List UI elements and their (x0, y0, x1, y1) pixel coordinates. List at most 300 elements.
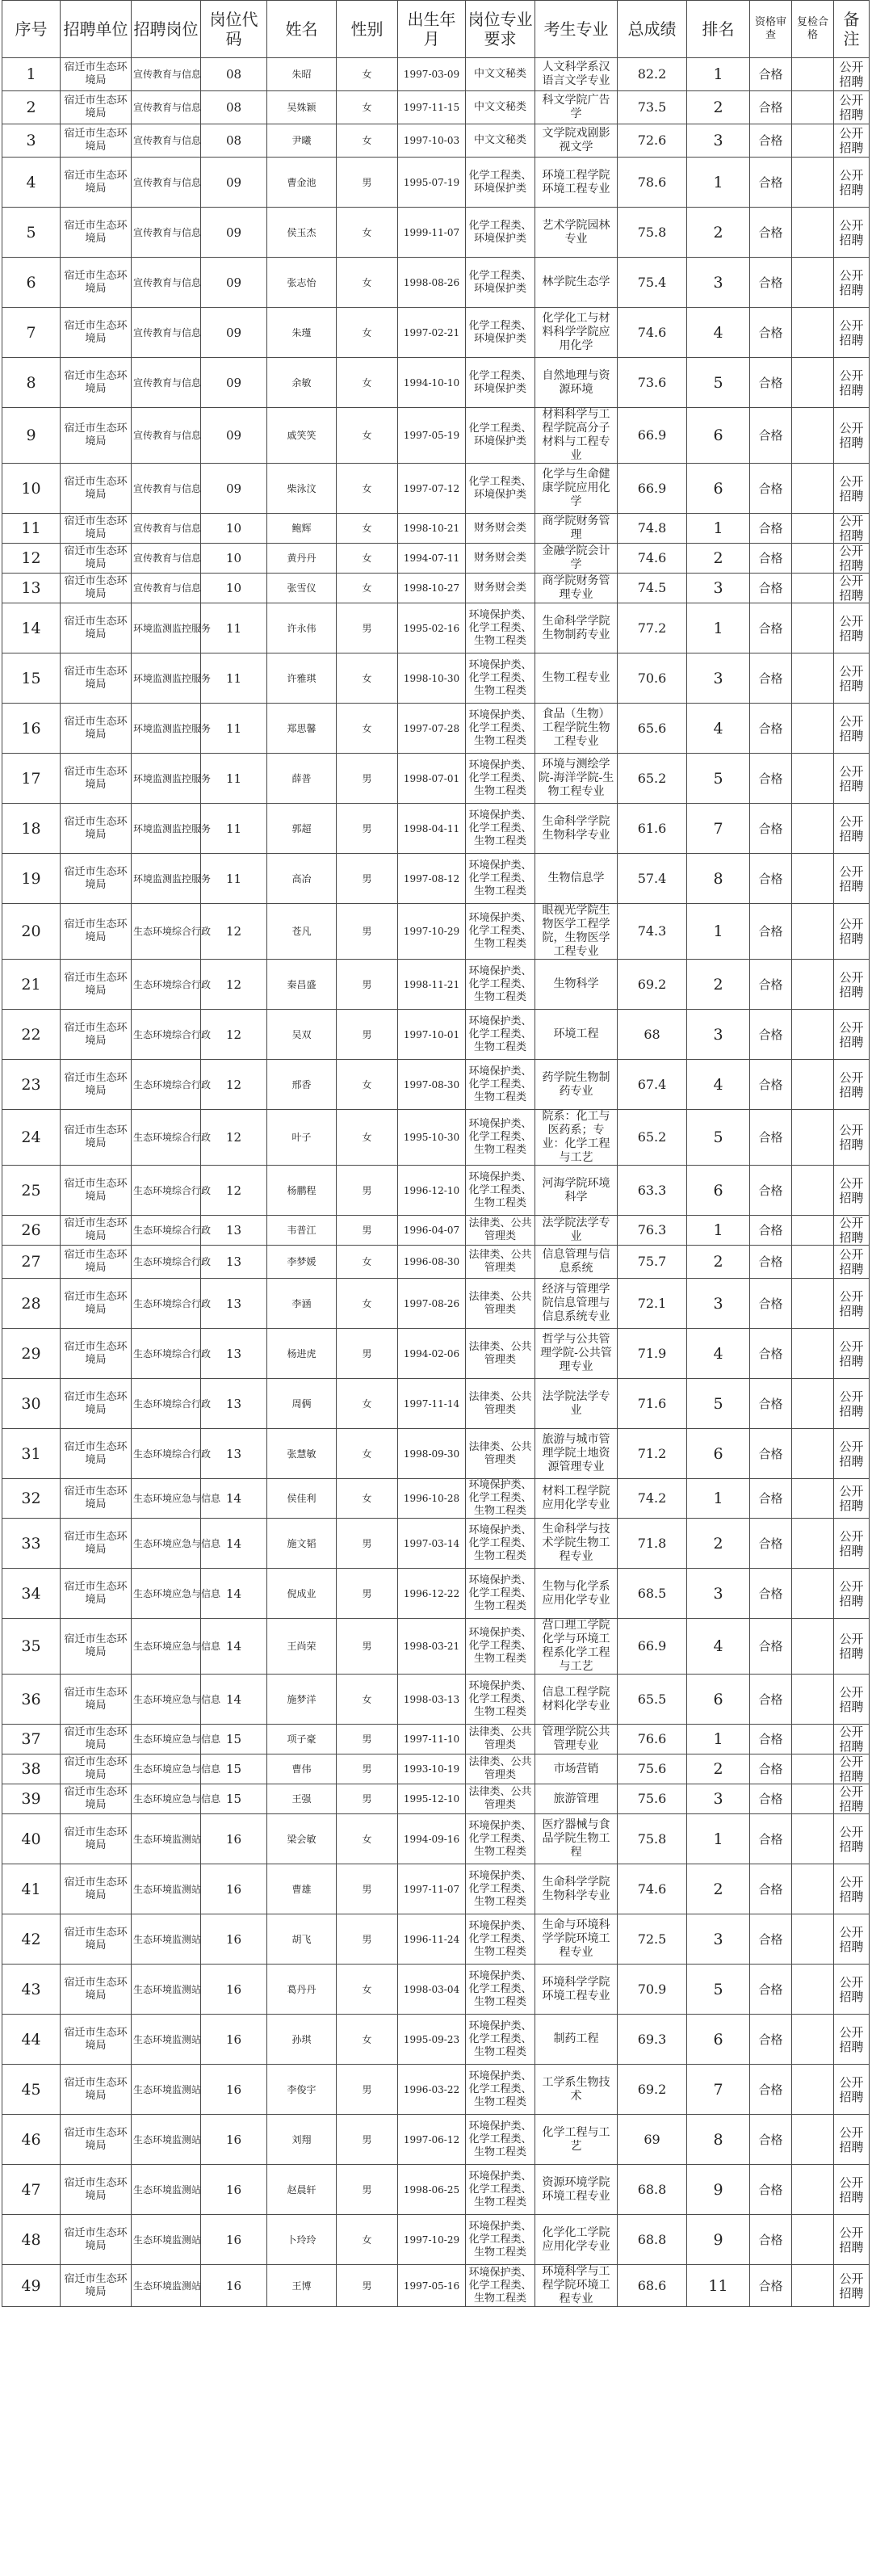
table-cell: 18 (2, 804, 61, 854)
table-cell: 9 (2, 408, 61, 464)
table-cell: 生态环境综合行政 (132, 1379, 201, 1429)
table-cell: 78.6 (618, 158, 687, 208)
table-row (2, 1914, 870, 1965)
table-cell: 1998-10-21 (398, 514, 466, 544)
table-cell: 曹金池 (267, 158, 337, 208)
table-cell: 环境保护类、化学工程类、生物工程类 (466, 1814, 535, 1864)
table-cell: 男 (337, 1784, 398, 1814)
table-cell: 公开招聘 (834, 1864, 870, 1914)
table-cell: 9 (687, 2215, 750, 2265)
table-cell: 孙琪 (267, 2015, 337, 2065)
table-row (2, 804, 870, 854)
table-cell: 1 (687, 603, 750, 653)
table-cell: 医疗器械与食品学院生物工程 (535, 1814, 618, 1864)
table-cell: 公开招聘 (834, 1379, 870, 1429)
table-cell: 女 (337, 1110, 398, 1166)
table-cell: 7 (687, 2065, 750, 2115)
table-cell: 1993-10-19 (398, 1754, 466, 1784)
table-cell: 生态环境监测站 (132, 2065, 201, 2115)
table-cell: 生态环境综合行政 (132, 1246, 201, 1279)
table-cell: 8 (687, 854, 750, 904)
table-cell: 公开招聘 (834, 1725, 870, 1754)
table-cell: 公开招聘 (834, 1914, 870, 1965)
table-cell: 生态环境应急与信息 (132, 1754, 201, 1784)
table-cell: 商学院财务管理 (535, 514, 618, 544)
table-cell: 女 (337, 1675, 398, 1725)
table-cell: 财务财会类 (466, 574, 535, 603)
table-cell: 1996-10-28 (398, 1479, 466, 1519)
table-cell: 68.6 (618, 2265, 687, 2307)
table-cell: 市场营销 (535, 1754, 618, 1784)
table-cell: 41 (2, 1864, 61, 1914)
table-cell: 65.2 (618, 1110, 687, 1166)
table-row (2, 1479, 870, 1519)
table-cell: 宿迁市生态环境局 (61, 158, 132, 208)
table-cell: 6 (2, 258, 61, 308)
table-row (2, 514, 870, 544)
table-cell: 72.6 (618, 124, 687, 158)
table-cell: 女 (337, 2215, 398, 2265)
table-row (2, 1216, 870, 1246)
table-cell: 6 (687, 2015, 750, 2065)
table-cell: 女 (337, 1814, 398, 1864)
table-cell: 环境保护类、化学工程类、生物工程类 (466, 2015, 535, 2065)
table-cell: 4 (687, 1619, 750, 1675)
table-cell: 44 (2, 2015, 61, 2065)
table-cell: 宿迁市生态环境局 (61, 754, 132, 804)
table-cell: 环境监测监控服务 (132, 603, 201, 653)
table-cell: 生态环境应急与信息 (132, 1569, 201, 1619)
table-cell: 食品（生物）工程学院生物工程专业 (535, 704, 618, 754)
table-cell (792, 1479, 834, 1519)
table-cell: 15 (201, 1784, 267, 1814)
table-cell (792, 2015, 834, 2065)
header-cell: 岗位专业要求 (466, 1, 535, 58)
table-cell (792, 653, 834, 704)
table-cell: 宿迁市生态环境局 (61, 574, 132, 603)
table-cell: 合格 (750, 653, 792, 704)
table-cell (792, 754, 834, 804)
table-cell: 营口理工学院化学与环境工程系化学工程与工艺 (535, 1619, 618, 1675)
table-row (2, 754, 870, 804)
table-cell: 环境保护类、化学工程类、生物工程类 (466, 1479, 535, 1519)
table-cell: 6 (687, 1675, 750, 1725)
table-cell: 生态环境综合行政 (132, 960, 201, 1010)
table-cell: 旅游管理 (535, 1784, 618, 1814)
table-cell: 1997-03-14 (398, 1519, 466, 1569)
table-cell: 宿迁市生态环境局 (61, 1329, 132, 1379)
table-cell: 男 (337, 1619, 398, 1675)
table-cell: 66.9 (618, 408, 687, 464)
table-cell: 生物科学 (535, 960, 618, 1010)
table-cell: 14 (201, 1479, 267, 1519)
table-cell: 公开招聘 (834, 1965, 870, 2015)
table-cell: 1994-09-16 (398, 1814, 466, 1864)
table-cell: 赵晨轩 (267, 2165, 337, 2215)
table-cell: 侯佳利 (267, 1479, 337, 1519)
table-cell: 宿迁市生态环境局 (61, 464, 132, 514)
table-cell: 宿迁市生态环境局 (61, 2215, 132, 2265)
table-cell: 工学系生物技术 (535, 2065, 618, 2115)
table-cell: 宿迁市生态环境局 (61, 124, 132, 158)
table-cell: 1 (687, 1216, 750, 1246)
header-cell: 姓名 (267, 1, 337, 58)
table-cell: 施文韬 (267, 1519, 337, 1569)
table-cell: 合格 (750, 2015, 792, 2065)
table-cell: 16 (201, 1965, 267, 2015)
table-cell: 生态环境应急与信息 (132, 1619, 201, 1675)
table-row (2, 2165, 870, 2215)
table-cell: 生态环境综合行政 (132, 1010, 201, 1060)
table-cell (792, 124, 834, 158)
table-cell: 1996-12-22 (398, 1569, 466, 1619)
table-cell (792, 514, 834, 544)
table-cell: 宿迁市生态环境局 (61, 904, 132, 960)
table-cell: 金融学院会计学 (535, 544, 618, 574)
table-cell: 生态环境综合行政 (132, 1060, 201, 1110)
table-cell: 公开招聘 (834, 408, 870, 464)
table-cell: 公开招聘 (834, 1754, 870, 1784)
header-row (2, 1, 870, 58)
table-cell: 1999-11-07 (398, 208, 466, 258)
table-cell: 宣传教育与信息 (132, 408, 201, 464)
table-cell (792, 2115, 834, 2165)
table-cell: 公开招聘 (834, 308, 870, 358)
table-cell: 倪成业 (267, 1569, 337, 1619)
table-cell: 科文学院广告学 (535, 91, 618, 124)
table-cell: 16 (201, 1864, 267, 1914)
table-cell: 10 (201, 514, 267, 544)
table-cell: 男 (337, 1216, 398, 1246)
table-cell: 化学工程类、环境保护类 (466, 358, 535, 408)
table-cell (792, 1619, 834, 1675)
table-cell: 16 (201, 2165, 267, 2215)
table-cell: 1997-11-10 (398, 1725, 466, 1754)
table-cell: 5 (687, 1379, 750, 1429)
table-row (2, 603, 870, 653)
header-cell: 总成绩 (618, 1, 687, 58)
table-cell: 合格 (750, 1279, 792, 1329)
table-cell: 1998-07-01 (398, 754, 466, 804)
table-cell: 09 (201, 408, 267, 464)
table-cell: 69.2 (618, 960, 687, 1010)
table-cell: 65.2 (618, 754, 687, 804)
table-cell: 眼视光学院生物医学工程学院，生物医学工程专业 (535, 904, 618, 960)
table-cell: 宿迁市生态环境局 (61, 1619, 132, 1675)
table-cell: 4 (687, 308, 750, 358)
table-row (2, 1725, 870, 1754)
table-cell: 7 (2, 308, 61, 358)
table-row (2, 464, 870, 514)
table-cell: 女 (337, 1379, 398, 1429)
table-cell: 宣传教育与信息 (132, 358, 201, 408)
table-cell: 合格 (750, 1914, 792, 1965)
table-cell: 经济与管理学院信息管理与信息系统专业 (535, 1279, 618, 1329)
table-cell: 1 (687, 1479, 750, 1519)
table-cell: 3 (687, 1569, 750, 1619)
table-cell: 女 (337, 208, 398, 258)
table-cell: 合格 (750, 704, 792, 754)
table-row (2, 574, 870, 603)
table-cell: 75.8 (618, 1814, 687, 1864)
table-cell: 3 (687, 1010, 750, 1060)
table-cell: 杨鹏程 (267, 1166, 337, 1216)
table-cell: 宿迁市生态环境局 (61, 58, 132, 91)
table-row (2, 1814, 870, 1864)
table-cell (792, 2165, 834, 2215)
table-cell: 韦普江 (267, 1216, 337, 1246)
table-cell: 杨进虎 (267, 1329, 337, 1379)
table-cell: 女 (337, 308, 398, 358)
table-cell: 1 (687, 904, 750, 960)
table-cell: 生态环境监测站 (132, 2115, 201, 2165)
table-cell: 男 (337, 804, 398, 854)
table-cell: 商学院财务管理专业 (535, 574, 618, 603)
table-cell: 合格 (750, 464, 792, 514)
table-body (2, 58, 870, 2307)
table-cell: 生命与环境科学学院环境工程专业 (535, 1914, 618, 1965)
table-cell (792, 2065, 834, 2115)
table-cell: 法学院法学专业 (535, 1216, 618, 1246)
table-cell: 11 (687, 2265, 750, 2307)
table-cell: 13 (2, 574, 61, 603)
table-cell: 16 (201, 2265, 267, 2307)
table-cell: 45 (2, 2065, 61, 2115)
table-cell (792, 1864, 834, 1914)
table-cell: 7 (687, 804, 750, 854)
table-cell: 环境保护类、化学工程类、生物工程类 (466, 1675, 535, 1725)
table-cell: 化学工程类、环境保护类 (466, 408, 535, 464)
table-cell: 37 (2, 1725, 61, 1754)
table-cell: 合格 (750, 1110, 792, 1166)
table-cell: 1 (687, 158, 750, 208)
table-cell: 21 (2, 960, 61, 1010)
table-cell: 35 (2, 1619, 61, 1675)
table-cell: 宿迁市生态环境局 (61, 1965, 132, 2015)
table-cell: 25 (2, 1166, 61, 1216)
table-cell: 2 (687, 1519, 750, 1569)
table-cell: 生命科学学院生物科学专业 (535, 804, 618, 854)
table-cell: 宿迁市生态环境局 (61, 960, 132, 1010)
table-cell: 1 (687, 514, 750, 544)
table-cell: 公开招聘 (834, 1429, 870, 1479)
table-cell: 宿迁市生态环境局 (61, 1279, 132, 1329)
table-cell: 合格 (750, 2115, 792, 2165)
table-cell: 合格 (750, 1060, 792, 1110)
table-cell: 75.8 (618, 208, 687, 258)
table-cell: 公开招聘 (834, 124, 870, 158)
table-cell: 女 (337, 124, 398, 158)
table-cell: 宿迁市生态环境局 (61, 1246, 132, 1279)
table-cell: 合格 (750, 1675, 792, 1725)
table-cell: 74.3 (618, 904, 687, 960)
table-cell (792, 1379, 834, 1429)
table-cell: 环境与测绘学院-海洋学院-生物工程专业 (535, 754, 618, 804)
table-cell: 1 (687, 1725, 750, 1754)
table-cell: 1995-07-19 (398, 158, 466, 208)
table-cell: 公开招聘 (834, 358, 870, 408)
table-cell (792, 1329, 834, 1379)
table-cell: 邢香 (267, 1060, 337, 1110)
table-cell: 宣传教育与信息 (132, 308, 201, 358)
table-cell: 公开招聘 (834, 2165, 870, 2215)
table-cell: 环境保护类、化学工程类、生物工程类 (466, 1519, 535, 1569)
table-cell: 61.6 (618, 804, 687, 854)
table-cell: 11 (201, 754, 267, 804)
table-cell: 公开招聘 (834, 2115, 870, 2165)
table-cell: 合格 (750, 544, 792, 574)
table-row (2, 653, 870, 704)
table-cell: 74.6 (618, 1864, 687, 1914)
table-cell: 药学院生物制药专业 (535, 1060, 618, 1110)
table-cell: 宿迁市生态环境局 (61, 1569, 132, 1619)
table-row (2, 2215, 870, 2265)
table-cell: 11 (201, 804, 267, 854)
table-cell: 08 (201, 91, 267, 124)
table-cell: 薛普 (267, 754, 337, 804)
table-cell: 20 (2, 904, 61, 960)
table-cell: 生态环境监测站 (132, 1914, 201, 1965)
table-cell: 48 (2, 2215, 61, 2265)
table-cell: 2 (687, 1754, 750, 1784)
table-cell: 公开招聘 (834, 804, 870, 854)
table-cell: 1994-10-10 (398, 358, 466, 408)
table-cell: 生态环境监测站 (132, 1864, 201, 1914)
table-cell: 女 (337, 514, 398, 544)
table-cell: 公开招聘 (834, 574, 870, 603)
table-cell: 合格 (750, 574, 792, 603)
table-cell: 项子豪 (267, 1725, 337, 1754)
table-cell: 23 (2, 1060, 61, 1110)
table-cell: 环境监测监控服务 (132, 653, 201, 704)
table-cell: 生态环境监测站 (132, 2165, 201, 2215)
table-cell: 中文文秘类 (466, 124, 535, 158)
table-cell: 14 (201, 1519, 267, 1569)
table-cell: 3 (687, 1784, 750, 1814)
table-cell: 71.9 (618, 1329, 687, 1379)
table-cell: 1995-02-16 (398, 603, 466, 653)
table-cell: 68.5 (618, 1569, 687, 1619)
table-cell: 3 (687, 1279, 750, 1329)
table-cell: 环境保护类、化学工程类、生物工程类 (466, 904, 535, 960)
table-cell: 李梦媛 (267, 1246, 337, 1279)
table-cell: 宿迁市生态环境局 (61, 1010, 132, 1060)
table-cell: 合格 (750, 1166, 792, 1216)
table-cell: 合格 (750, 804, 792, 854)
table-cell: 化学化工学院应用化学专业 (535, 2215, 618, 2265)
table-cell: 6 (687, 1429, 750, 1479)
table-cell: 宿迁市生态环境局 (61, 2015, 132, 2065)
table-cell: 男 (337, 1569, 398, 1619)
table-cell: 宿迁市生态环境局 (61, 358, 132, 408)
table-cell: 合格 (750, 1010, 792, 1060)
table-cell: 09 (201, 358, 267, 408)
table-cell: 11 (201, 854, 267, 904)
table-cell: 男 (337, 1519, 398, 1569)
table-cell: 68.8 (618, 2165, 687, 2215)
table-cell: 合格 (750, 1216, 792, 1246)
table-cell: 49 (2, 2265, 61, 2307)
table-cell: 1995-10-30 (398, 1110, 466, 1166)
table-cell: 1997-08-26 (398, 1279, 466, 1329)
table-cell: 生物工程专业 (535, 653, 618, 704)
table-cell: 70.9 (618, 1965, 687, 2015)
table-cell: 生命科学与技术学院生物工程专业 (535, 1519, 618, 1569)
table-cell: 合格 (750, 358, 792, 408)
table-cell: 17 (2, 754, 61, 804)
table-cell: 2 (687, 960, 750, 1010)
table-cell: 生物与化学系应用化学专业 (535, 1569, 618, 1619)
table-cell (792, 1110, 834, 1166)
table-cell: 31 (2, 1429, 61, 1479)
table-cell: 4 (2, 158, 61, 208)
table-cell: 43 (2, 1965, 61, 2015)
table-cell (792, 904, 834, 960)
table-cell: 法律类、公共管理类 (466, 1725, 535, 1754)
table-cell: 许雅琪 (267, 653, 337, 704)
table-cell: 女 (337, 1479, 398, 1519)
table-cell: 76.3 (618, 1216, 687, 1246)
table-cell: 朱昭 (267, 58, 337, 91)
table-cell: 生态环境监测站 (132, 2015, 201, 2065)
table-cell: 1998-09-30 (398, 1429, 466, 1479)
table-cell: 法律类、公共管理类 (466, 1279, 535, 1329)
header-cell: 性别 (337, 1, 398, 58)
table-cell: 13 (201, 1429, 267, 1479)
table-cell: 信息管理与信息系统 (535, 1246, 618, 1279)
table-row (2, 544, 870, 574)
table-row (2, 1060, 870, 1110)
table-row (2, 358, 870, 408)
table-cell: 57.4 (618, 854, 687, 904)
table-cell: 71.6 (618, 1379, 687, 1429)
table-cell: 化学工程类、环境保护类 (466, 308, 535, 358)
table-cell: 秦昌盛 (267, 960, 337, 1010)
table-cell: 公开招聘 (834, 1166, 870, 1216)
table-cell (792, 1216, 834, 1246)
table-cell: 环境保护类、化学工程类、生物工程类 (466, 1569, 535, 1619)
table-cell (792, 1725, 834, 1754)
table-cell: 合格 (750, 408, 792, 464)
table-cell: 环境监测监控服务 (132, 804, 201, 854)
table-cell: 生态环境应急与信息 (132, 1479, 201, 1519)
table-cell: 13 (201, 1279, 267, 1329)
table-cell: 宿迁市生态环境局 (61, 1110, 132, 1166)
table-cell: 宿迁市生态环境局 (61, 208, 132, 258)
table-cell (792, 2265, 834, 2307)
table-cell: 42 (2, 1914, 61, 1965)
table-cell: 公开招聘 (834, 1010, 870, 1060)
table-cell: 26 (2, 1216, 61, 1246)
table-cell: 宿迁市生态环境局 (61, 1216, 132, 1246)
table-cell: 合格 (750, 2065, 792, 2115)
table-cell: 合格 (750, 1569, 792, 1619)
table-cell: 公开招聘 (834, 2265, 870, 2307)
table-cell: 公开招聘 (834, 208, 870, 258)
table-cell: 34 (2, 1569, 61, 1619)
table-cell: 5 (687, 754, 750, 804)
table-cell: 36 (2, 1675, 61, 1725)
table-cell: 合格 (750, 854, 792, 904)
table-cell: 公开招聘 (834, 1619, 870, 1675)
table-row (2, 124, 870, 158)
table-cell: 09 (201, 464, 267, 514)
table-cell: 75.7 (618, 1246, 687, 1279)
table-cell: 材料工程学院应用化学专业 (535, 1479, 618, 1519)
table-cell: 合格 (750, 124, 792, 158)
table-cell: 男 (337, 2115, 398, 2165)
table-row (2, 1675, 870, 1725)
